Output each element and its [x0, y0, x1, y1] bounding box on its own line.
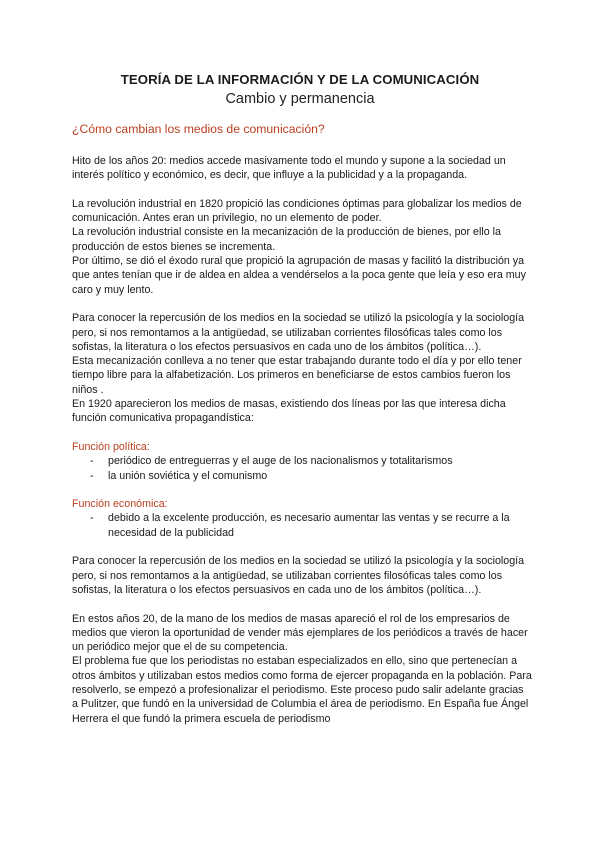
paragraph-1920-medios: En 1920 aparecieron los medios de masas, existiendo dos líneas por las que interesa dicha función comunicativa propagandística:: [72, 398, 506, 425]
paragraph-repercusion-2: Para conocer la repercusión de los medios en la sociedad se utilizó la psicología y la sociología pero, si nos remontamos a la antigüedad, se utilizaban corrientes filosóficas tales como los sofistas, la literatura o los efectos persuasivos en cada uno de los ámbitos (política…).: [72, 555, 525, 596]
paragraph-hito: Hito de los años 20: medios accede masivamente todo el mundo y supone a la sociedad un interés político y económico, es decir, que influye a la publicidad y a la propaganda.: [72, 155, 506, 182]
list-item: - periódico de entreguerras y el auge de los nacionalismos y totalitarismos: [90, 454, 532, 468]
paragraph-repercusion-1: Para conocer la repercusión de los medios en la sociedad se utilizó la psicología y la sociología pero, si nos remontamos a la antigüedad, se utilizaban corrientes filosóficas tales como los sofistas, la literatura o los efectos persuasivos en cada uno de los ámbitos (política…).: [72, 312, 525, 353]
funcion-politica-list: [72, 454, 532, 483]
document-body: [72, 121, 532, 726]
funcion-politica-label: Función política:: [72, 440, 150, 453]
paragraph-exodo-rural: Por último, se dió el éxodo rural que propició la agrupación de masas y facilitó la distribución ya que antes tenían que ir de aldea en aldea a vendérselos a la poca gente que leía y eso era muy caro y muy lento.: [72, 255, 526, 296]
paragraph-alfabetizacion: Esta mecanización conlleva a no tener que estar trabajando durante todo el día y por ello tener tiempo libre para la alfabetización. Los primeros en beneficiarse de estos cambios fueron los niños .: [72, 355, 522, 396]
document-subtitle: Cambio y permanencia: [225, 91, 375, 107]
funcion-economica-label: Función económica:: [72, 498, 168, 511]
list-item: - debido a la excelente producción, es necesario aumentar las ventas y se recurre a la necesidad de la publicidad: [90, 511, 532, 540]
list-item: - la unión soviética y el comunismo: [90, 469, 532, 483]
paragraph-revolucion-1820: La revolución industrial en 1820 propició las condiciones óptimas para globalizar los medios de comunicación. Antes eran un privilegio, no un elemento de poder.: [72, 197, 522, 225]
paragraph-revolucion-mecanizacion: La revolución industrial consiste en la mecanización de la producción de bienes, por ello la producción de estos bienes se incrementa.: [72, 226, 501, 253]
section-heading: ¿Cómo cambian los medios de comunicación?: [72, 122, 325, 136]
paragraph-profesionalizacion: El problema fue que los periodistas no estaban especializados en ello, sino que pertenecían a otros ámbitos y utilizaban estos medios como forma de ejercer propaganda en la población. Para resolverlo, se empezó a profesionalizar el periodismo. Este proceso pudo salir adelante gracias a Pulitzer, que fundó en la universidad de Columbia el área de periodismo. En España fue Ángel Herrera el que fundó la primera escuela de periodismo: [72, 655, 532, 725]
paragraph-empresarios: En estos años 20, de la mano de los medios de masas apareció el rol de los empresarios de medios que vieron la oportunidad de vender más ejemplares de los periódicos a través de hacer un periódico mejor que el de su competencia.: [72, 612, 528, 654]
funcion-economica-list: [72, 511, 532, 540]
document-title: TEORÍA DE LA INFORMACIÓN Y DE LA COMUNICACIÓN: [120, 72, 480, 87]
